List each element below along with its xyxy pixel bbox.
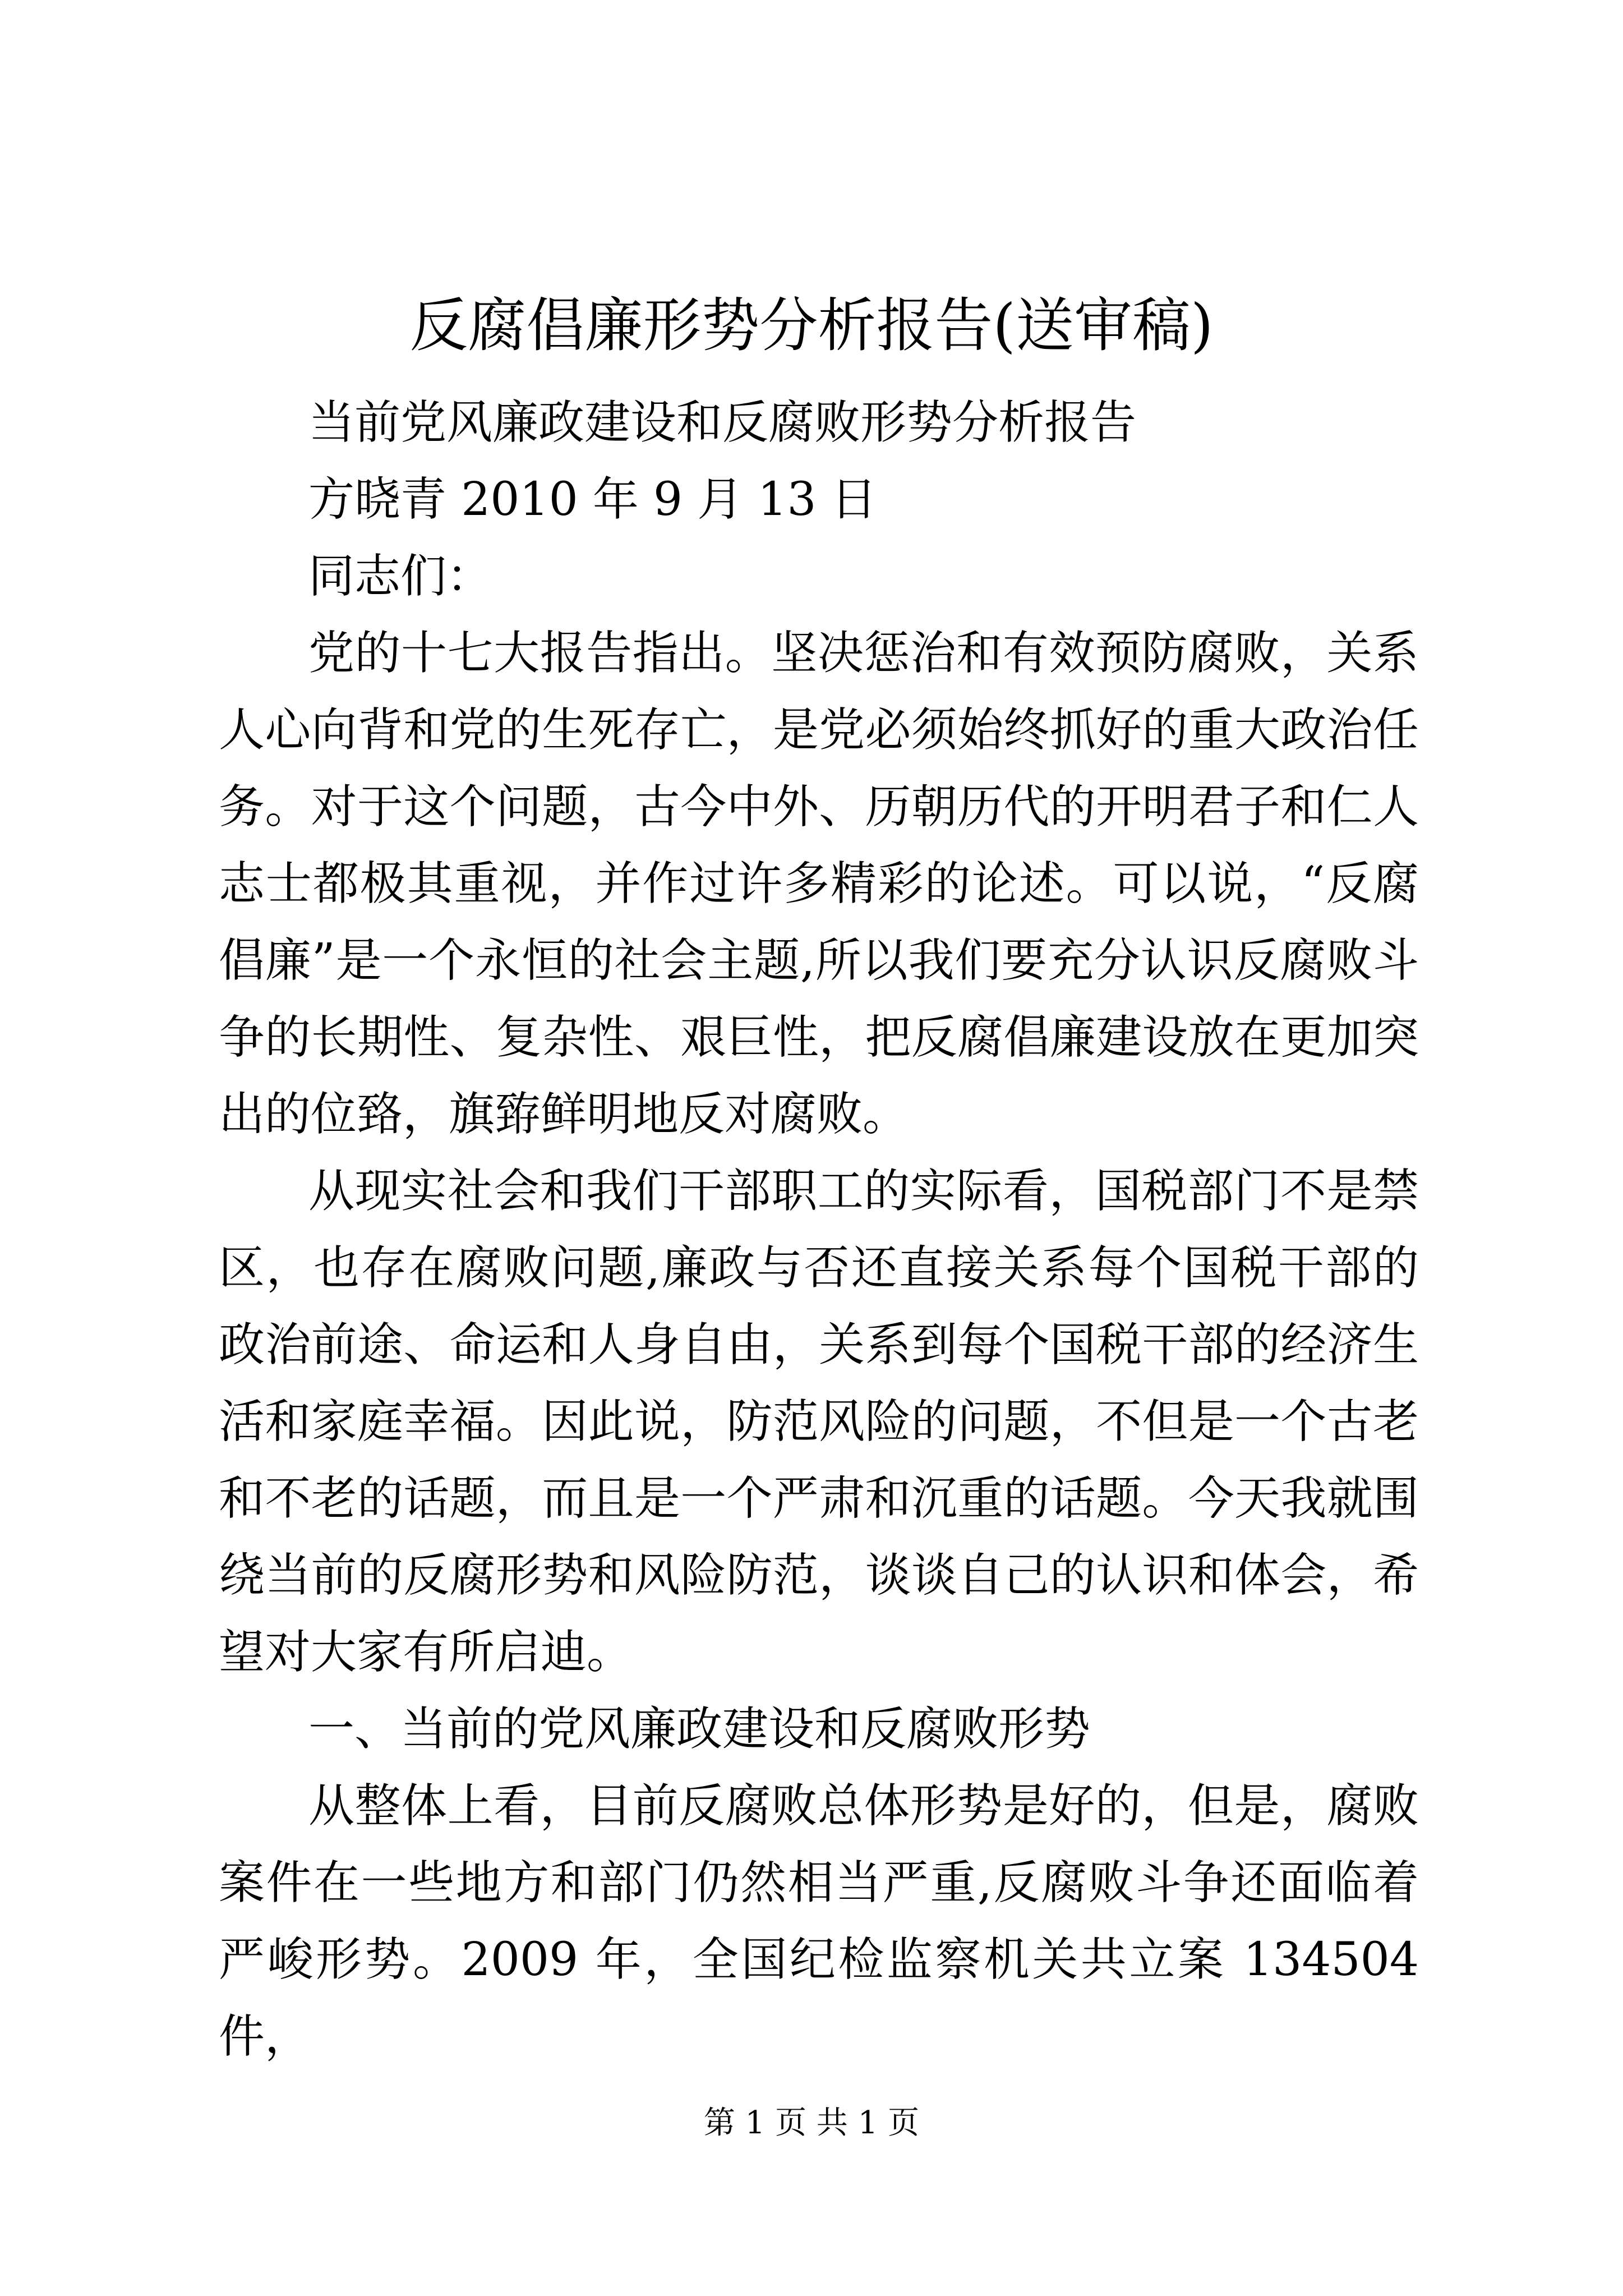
- page-footer: 第 1 页 共 1 页: [703, 2105, 920, 2141]
- report-subtitle: 当前党风廉政建设和反腐败形势分析报告: [308, 396, 1137, 449]
- body-paragraph: 从现实社会和我们干部职工的实际看，国税部门不是禁区，也存在腐败问题,廉政与否还直接关系每个国税干部的政治前途、命运和人身自由，关系到每个国税干部的经济生活和家庭幸福。因此说，防范风险的问题，不但是一个古老和不老的话题，而且是一个严肃和沉重的话题。今天我就围绕当前的反腐形势和风险防范，谈谈自己的认识和体会，希望对大家有所启迪。: [219, 1165, 1419, 1679]
- body-paragraph: 从整体上看，目前反腐败总体形势是好的，但是，腐败案件在一些地方和部门仍然相当严重,反腐败斗争还面临着严峻形势。2009 年，全国纪检监察机关共立案 134504 件，: [219, 1779, 1419, 2063]
- document-title: 反腐倡廉形势分析报告(送审稿): [409, 291, 1214, 360]
- section-heading: 一、当前的党风廉政建设和反腐败形势: [308, 1703, 1091, 1756]
- author-date: 方晓青 2010 年 9 月 13 日: [308, 473, 877, 526]
- body-paragraph: 党的十七大报告指出。坚决惩治和有效预防腐败，关系人心向背和党的生死存亡，是党必须始终抓好的重大政治任务。对于这个问题，古今中外、历朝历代的开明君子和仁人志士都极其重视，并作过许多精彩的论述。可以说，“反腐倡廉”是一个永恒的社会主题,所以我们要充分认识反腐败斗争的长期性、复杂性、艰巨性，把反腐倡廉建设放在更加突出的位臵，旗臶鲜明地反对腐败。: [219, 627, 1419, 1141]
- salutation: 同志们：: [308, 550, 493, 603]
- document-body: [219, 384, 1419, 2075]
